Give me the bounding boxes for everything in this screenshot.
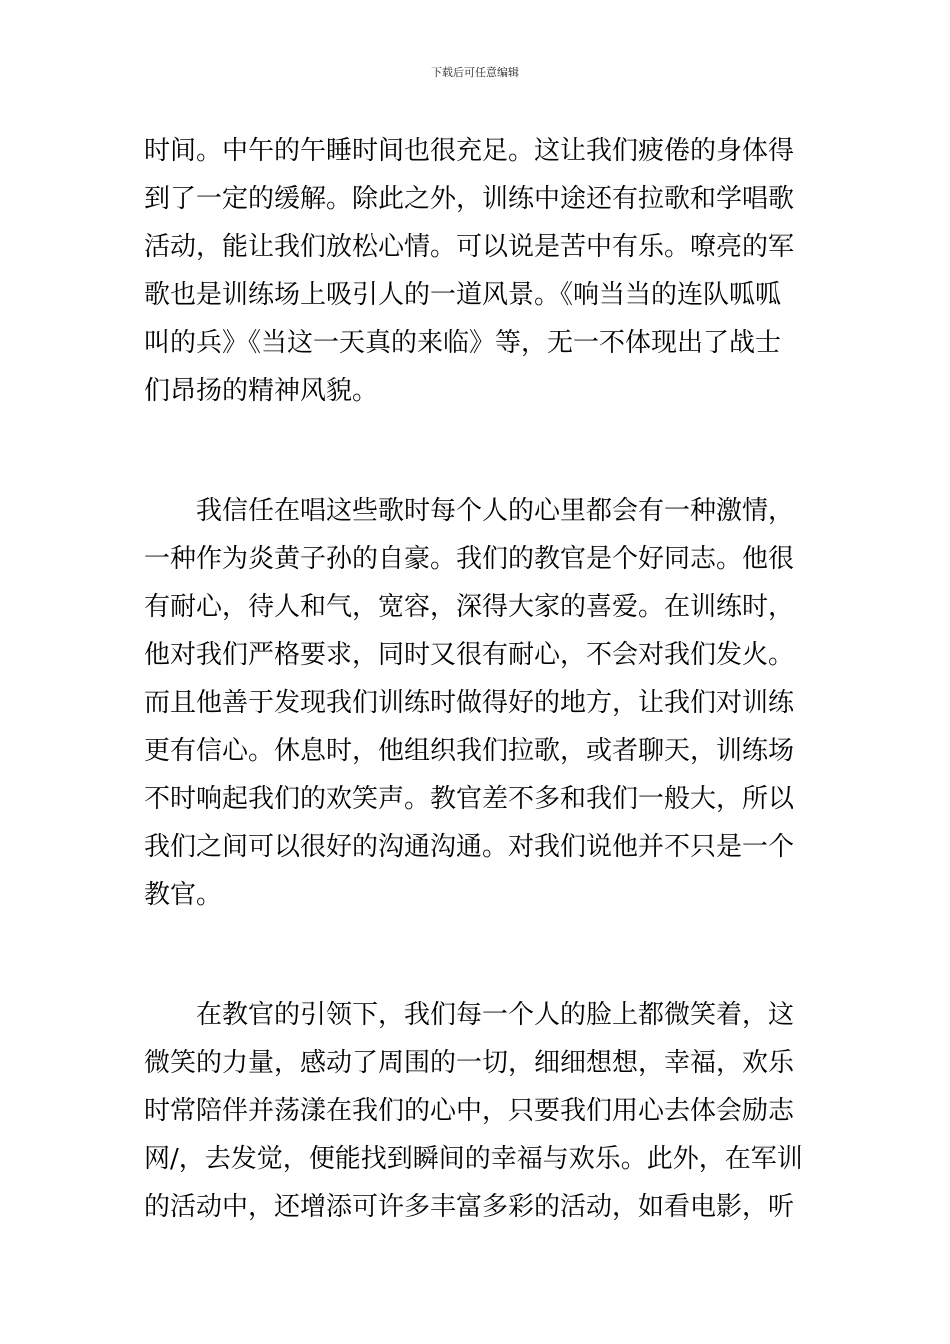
text-line: 微笑的力量，感动了周围的一切，细细想想，幸福，欢乐 <box>144 1048 795 1078</box>
text-line: 更有信心。休息时，他组织我们拉歌，或者聊天，训练场 <box>144 736 795 766</box>
text-line: 不时响起我们的欢笑声。教官差不多和我们一般大，所以 <box>144 784 795 814</box>
text-line: 到了一定的缓解。除此之外，训练中途还有拉歌和学唱歌 <box>144 184 795 214</box>
text-line: 叫的兵》《当这一天真的来临》等，无一不体现出了战士 <box>144 328 782 358</box>
document-body <box>144 127 810 1231</box>
paragraph-1 <box>144 127 810 415</box>
text-line: 们昂扬的精神风貌。 <box>144 376 379 406</box>
text-line: 活动，能让我们放松心情。可以说是苦中有乐。嘹亮的军 <box>144 232 795 262</box>
paragraph-3 <box>144 991 810 1231</box>
text-line: 一种作为炎黄子孙的自豪。我们的教官是个好同志。他很 <box>144 544 795 574</box>
text-line: 时常陪伴并荡漾在我们的心中，只要我们用心去体会励志 <box>144 1096 795 1126</box>
text-line: 有耐心，待人和气，宽容，深得大家的喜爱。在训练时， <box>144 592 795 622</box>
text-line: 他对我们严格要求，同时又很有耐心，不会对我们发火。 <box>144 640 795 670</box>
text-line: 在教官的引领下，我们每一个人的脸上都微笑着，这 <box>196 1000 795 1030</box>
text-line: 网/，去发觉，便能找到瞬间的幸福与欢乐。此外，在军训 <box>144 1144 803 1174</box>
text-line: 歌也是训练场上吸引人的一道风景。《响当当的连队呱呱 <box>144 280 782 310</box>
text-line: 我们之间可以很好的沟通沟通。对我们说他并不只是一个 <box>144 832 795 862</box>
page-header-note: 下载后可任意编辑 <box>431 66 519 79</box>
text-line: 而且他善于发现我们训练时做得好的地方，让我们对训练 <box>144 688 795 718</box>
text-line: 时间。中午的午睡时间也很充足。这让我们疲倦的身体得 <box>144 136 795 166</box>
text-line: 教官。 <box>144 880 223 910</box>
paragraph-spacer <box>144 919 810 991</box>
text-line: 的活动中，还增添可许多丰富多彩的活动，如看电影，听 <box>144 1192 795 1222</box>
paragraph-spacer <box>144 415 810 487</box>
paragraph-2 <box>144 487 810 919</box>
text-line: 我信任在唱这些歌时每个人的心里都会有一种激情， <box>196 496 795 526</box>
